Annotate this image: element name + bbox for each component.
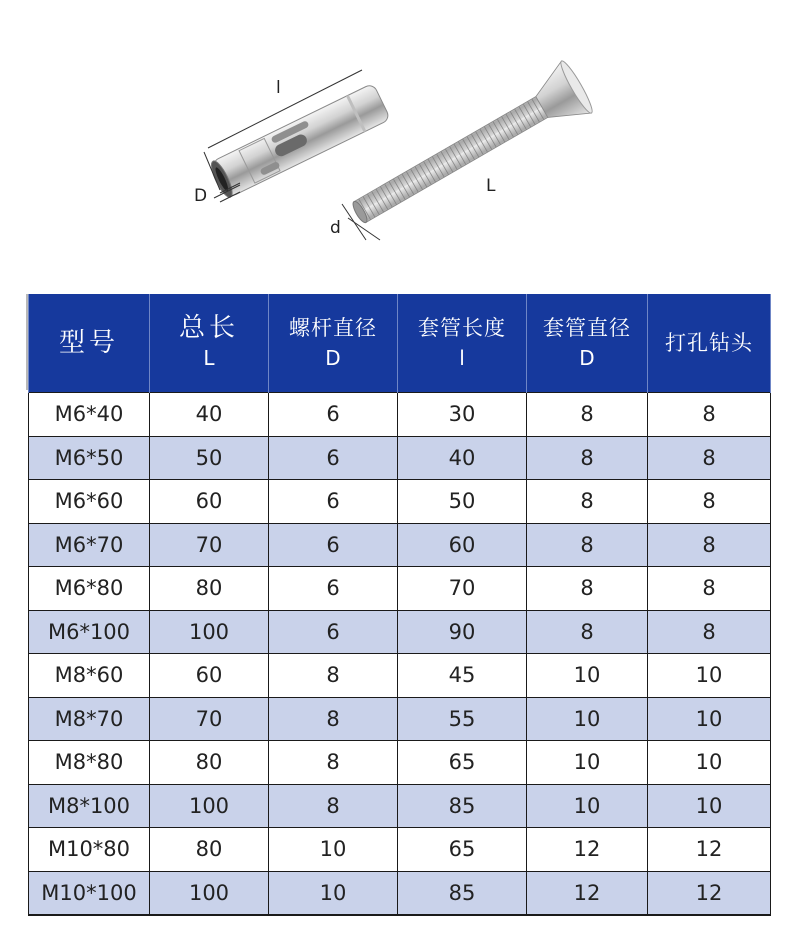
cell-drill-bit: 10 xyxy=(648,697,771,741)
cell-sleeve-diameter: 10 xyxy=(527,654,648,698)
cell-sleeve-diameter: 8 xyxy=(527,567,648,611)
cell-drill-bit: 8 xyxy=(648,480,771,524)
header-bolt-diameter xyxy=(269,294,398,393)
table-row xyxy=(29,610,771,654)
cell-model: M8*60 xyxy=(29,654,150,698)
header-sleeve-length xyxy=(398,294,527,393)
cell-total-length: 50 xyxy=(150,436,269,480)
table-row xyxy=(29,393,771,437)
header-sleeve-length-main: 套管长度 xyxy=(418,316,506,340)
header-sleeve-length-sub: l xyxy=(459,346,465,370)
cell-sleeve-length: 45 xyxy=(398,654,527,698)
cell-model: M8*70 xyxy=(29,697,150,741)
cell-model: M10*80 xyxy=(29,828,150,872)
anchor-bolt-drawing xyxy=(180,40,620,250)
cell-bolt-diameter: 6 xyxy=(269,610,398,654)
cell-drill-bit: 10 xyxy=(648,784,771,828)
table-row xyxy=(29,828,771,872)
sleeve-length-label: l xyxy=(276,78,281,98)
bolt-diameter-label: d xyxy=(330,218,341,238)
table-row xyxy=(29,480,771,524)
table-body xyxy=(29,393,771,916)
cell-model: M6*50 xyxy=(29,436,150,480)
cell-sleeve-length: 65 xyxy=(398,741,527,785)
cell-sleeve-length: 70 xyxy=(398,567,527,611)
cell-bolt-diameter: 8 xyxy=(269,697,398,741)
cell-total-length: 60 xyxy=(150,654,269,698)
cell-sleeve-diameter: 10 xyxy=(527,741,648,785)
cell-bolt-diameter: 10 xyxy=(269,871,398,915)
header-model xyxy=(29,294,150,393)
cell-sleeve-length: 85 xyxy=(398,871,527,915)
cell-bolt-diameter: 8 xyxy=(269,654,398,698)
table-row xyxy=(29,784,771,828)
cell-total-length: 60 xyxy=(150,480,269,524)
cell-bolt-diameter: 10 xyxy=(269,828,398,872)
cell-total-length: 100 xyxy=(150,871,269,915)
cell-sleeve-length: 50 xyxy=(398,480,527,524)
header-sleeve-diameter-sub: D xyxy=(579,346,595,370)
cell-sleeve-diameter: 8 xyxy=(527,436,648,480)
table-row xyxy=(29,436,771,480)
cell-total-length: 40 xyxy=(150,393,269,437)
header-sleeve-diameter xyxy=(527,294,648,393)
table-row xyxy=(29,523,771,567)
cell-sleeve-length: 40 xyxy=(398,436,527,480)
header-bolt-diameter-sub: D xyxy=(325,346,341,370)
header-bolt-diameter-main: 螺杆直径 xyxy=(289,316,377,340)
table-row xyxy=(29,741,771,785)
cell-bolt-diameter: 6 xyxy=(269,567,398,611)
product-illustration xyxy=(180,40,620,250)
cell-sleeve-length: 85 xyxy=(398,784,527,828)
cell-total-length: 80 xyxy=(150,828,269,872)
header-total-length-main: 总长 xyxy=(178,313,239,343)
header-total-length-sub: L xyxy=(203,346,215,370)
cell-sleeve-diameter: 8 xyxy=(527,523,648,567)
cell-model: M6*100 xyxy=(29,610,150,654)
table-row xyxy=(29,654,771,698)
cell-drill-bit: 8 xyxy=(648,567,771,611)
cell-drill-bit: 8 xyxy=(648,393,771,437)
table-row xyxy=(29,871,771,915)
cell-total-length: 80 xyxy=(150,741,269,785)
cell-bolt-diameter: 8 xyxy=(269,741,398,785)
cell-sleeve-diameter: 12 xyxy=(527,828,648,872)
cell-total-length: 70 xyxy=(150,523,269,567)
cell-bolt-diameter: 6 xyxy=(269,480,398,524)
cell-drill-bit: 10 xyxy=(648,741,771,785)
cell-bolt-diameter: 8 xyxy=(269,784,398,828)
cell-sleeve-diameter: 12 xyxy=(527,871,648,915)
table-row xyxy=(29,567,771,611)
cell-bolt-diameter: 6 xyxy=(269,393,398,437)
cell-model: M6*60 xyxy=(29,480,150,524)
bolt-shape xyxy=(342,59,596,240)
cell-bolt-diameter: 6 xyxy=(269,436,398,480)
cell-total-length: 80 xyxy=(150,567,269,611)
cell-drill-bit: 10 xyxy=(648,654,771,698)
cell-drill-bit: 8 xyxy=(648,523,771,567)
cell-sleeve-diameter: 10 xyxy=(527,697,648,741)
sleeve-shape xyxy=(208,83,391,200)
cell-drill-bit: 8 xyxy=(648,436,771,480)
cell-total-length: 100 xyxy=(150,784,269,828)
table-header-row xyxy=(29,294,771,393)
cell-sleeve-length: 55 xyxy=(398,697,527,741)
cell-sleeve-diameter: 8 xyxy=(527,393,648,437)
header-drill-bit-main: 打孔钻头 xyxy=(665,331,753,355)
cell-model: M10*100 xyxy=(29,871,150,915)
header-sleeve-diameter-main: 套管直径 xyxy=(543,316,631,340)
header-total-length xyxy=(150,294,269,393)
spec-table xyxy=(28,294,771,916)
cell-model: M6*70 xyxy=(29,523,150,567)
bolt-length-label: L xyxy=(486,176,496,196)
cell-sleeve-diameter: 8 xyxy=(527,480,648,524)
cell-sleeve-length: 30 xyxy=(398,393,527,437)
table-row xyxy=(29,697,771,741)
sleeve-diameter-label: D xyxy=(194,186,208,206)
cell-bolt-diameter: 6 xyxy=(269,523,398,567)
cell-model: M6*80 xyxy=(29,567,150,611)
cell-drill-bit: 12 xyxy=(648,871,771,915)
cell-total-length: 100 xyxy=(150,610,269,654)
cell-sleeve-length: 90 xyxy=(398,610,527,654)
cell-model: M6*40 xyxy=(29,393,150,437)
header-model-main: 型号 xyxy=(58,328,119,358)
cell-sleeve-diameter: 10 xyxy=(527,784,648,828)
cell-model: M8*100 xyxy=(29,784,150,828)
cell-model: M8*80 xyxy=(29,741,150,785)
cell-drill-bit: 12 xyxy=(648,828,771,872)
cell-sleeve-length: 60 xyxy=(398,523,527,567)
cell-total-length: 70 xyxy=(150,697,269,741)
cell-sleeve-length: 65 xyxy=(398,828,527,872)
header-drill-bit xyxy=(648,294,771,393)
cell-sleeve-diameter: 8 xyxy=(527,610,648,654)
cell-drill-bit: 8 xyxy=(648,610,771,654)
